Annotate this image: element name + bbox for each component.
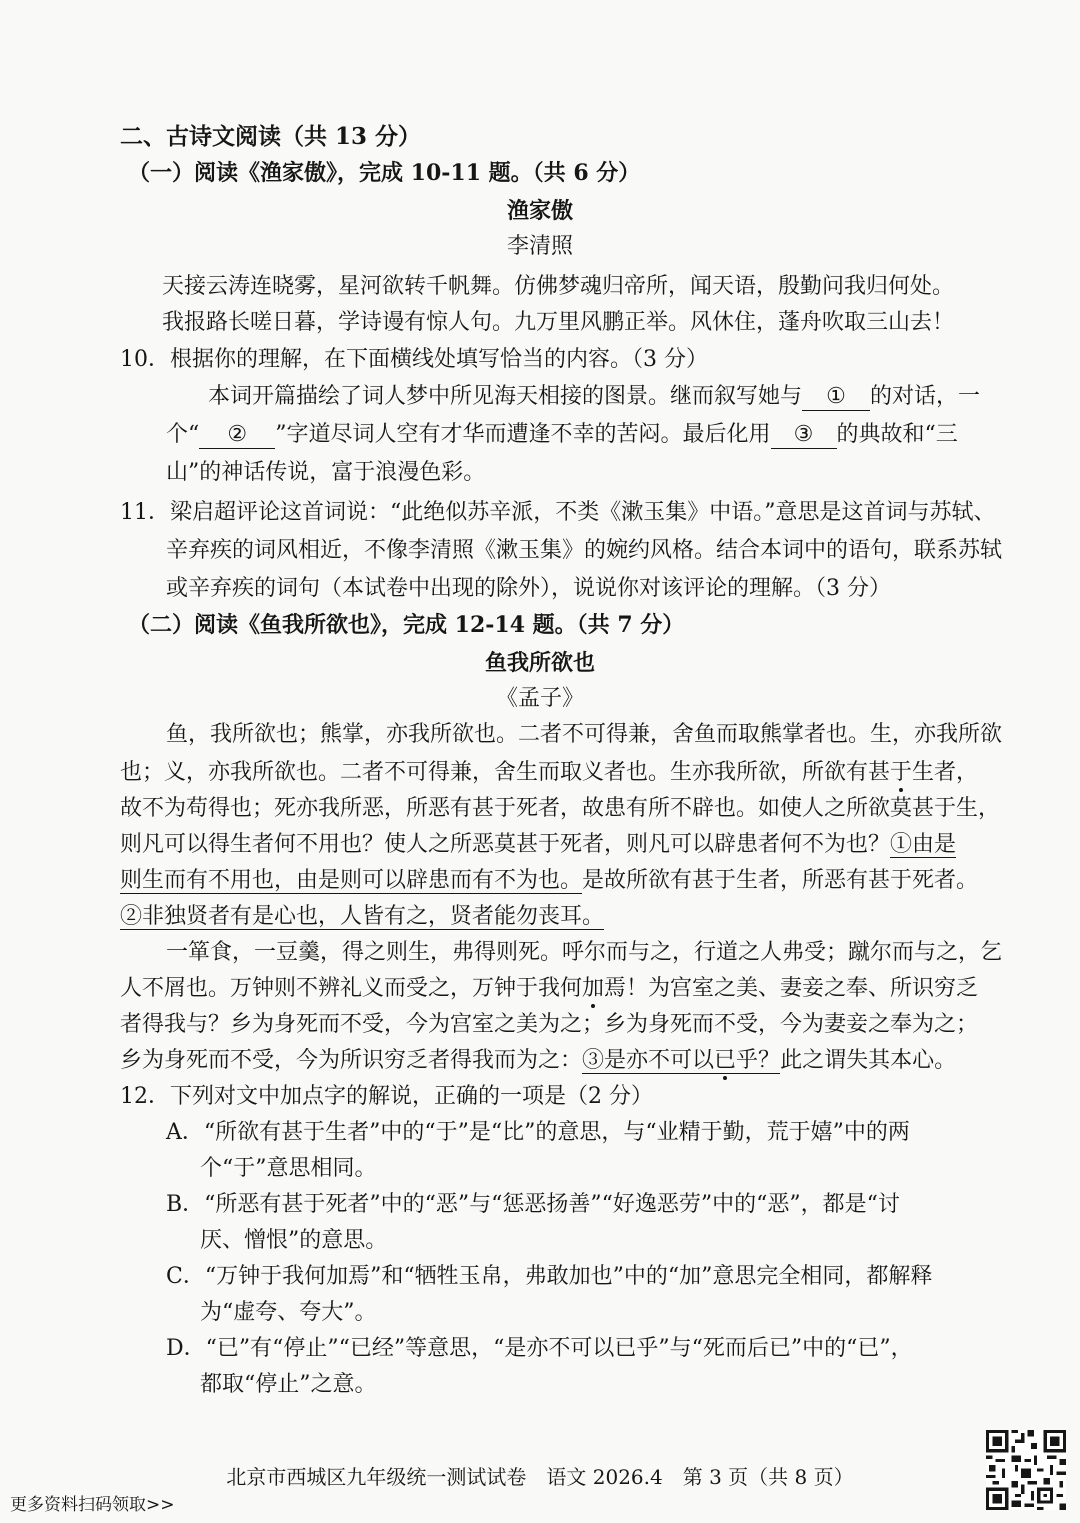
question-12-stem: 12．下列对文中加点字的解说，正确的一项是（2 分） xyxy=(120,1084,653,1109)
part1-heading: （一）阅读《渔家傲》，完成 10-11 题。（共 6 分） xyxy=(128,160,641,186)
passage-line xyxy=(120,1044,956,1078)
option-d: D．“已”有“停止”“已经”等意思，“是亦不可以已乎”与“死而后已”中的“已”， xyxy=(166,1336,913,1361)
poem-title: 渔家傲 xyxy=(506,198,573,224)
question-11-line: 或辛弃疾的词句（本试卷中出现的除外），说说你对该评论的理解。（3 分） xyxy=(166,576,891,601)
passage-title: 鱼我所欲也 xyxy=(484,650,595,676)
dotted-char-jia: 加 xyxy=(582,976,605,1001)
question-10-text: 的典故和“三 xyxy=(836,422,958,447)
passage-text: 是故所欲有甚于生者，所恶有甚于死者。 xyxy=(582,868,979,893)
question-10-text: 个“ xyxy=(166,422,200,447)
passage-line: 一箪食，一豆羹，得之则生，弗得则死。呼尔而与之，行道之人弗受；蹴尔而与之，乞 xyxy=(166,940,1003,965)
passage-text: 也；义，亦我所欲也。二者不可得兼，舍生而取义者也。生亦我所欲，所欲有甚 xyxy=(120,760,891,785)
option-d-cont: 都取“停止”之意。 xyxy=(200,1372,377,1397)
underlined-sentence-2: ②非独贤者有是心也，人皆有之，贤者能勿丧耳。 xyxy=(120,904,605,929)
promo-text[interactable]: 更多资料扫码领取>> xyxy=(10,1495,175,1515)
question-10-stem: 10．根据你的理解，在下面横线处填写恰当的内容。（3 分） xyxy=(120,347,708,372)
answer-blank-3[interactable]: ③ xyxy=(771,422,837,449)
passage-text: 此之谓失其本心。 xyxy=(780,1048,957,1073)
passage-text: 乡为身死而不受，今为所识穷乏者得我而为之： xyxy=(120,1048,583,1073)
poem-author: 李清照 xyxy=(506,234,573,259)
underlined-sentence-3 xyxy=(582,1048,780,1074)
question-10-text: 的对话，一 xyxy=(870,384,981,409)
option-b: B．“所恶有甚于死者”中的“恶”与“惩恶扬善”“好逸恶劳”中的“恶”，都是“讨 xyxy=(166,1192,900,1217)
option-b-cont: 厌、憎恨”的意思。 xyxy=(200,1228,388,1253)
question-11-line: 11．梁启超评论这首词说：“此绝似苏辛派，不类《漱玉集》中语。”意思是这首词与苏轼、 xyxy=(120,500,996,525)
question-10-line xyxy=(208,380,980,414)
dotted-char-yu: 于 xyxy=(890,760,913,785)
option-c: C．“万钟于我何加焉”和“牺牲玉帛，弗敢加也”中的“加”意思完全相同，都解释 xyxy=(166,1264,933,1289)
passage-text: 生者， xyxy=(912,760,979,785)
question-10-line: 山”的神话传说，富于浪漫色彩。 xyxy=(166,460,486,485)
option-a: A．“所欲有甚于生者”中的“于”是“比”的意思，与“业精于勤，荒于嬉”中的两 xyxy=(166,1120,910,1145)
passage-line: 鱼，我所欲也；熊掌，亦我所欲也。二者不可得兼，舍鱼而取熊掌者也。生，亦我所欲 xyxy=(166,722,1003,747)
poem-line: 我报路长嗟日暮，学诗谩有惊人句。九万里风鹏正举。风休住，蓬舟吹取三山去！ xyxy=(162,310,955,335)
part2-heading: （二）阅读《鱼我所欲也》，完成 12-14 题。（共 7 分） xyxy=(128,612,685,638)
option-a-cont: 个“于”意思相同。 xyxy=(200,1156,377,1181)
passage-text: 则凡可以得生者何不用也？使人之所恶莫甚于死者，则凡可以辟患者何不为也？ xyxy=(120,832,891,857)
poem-line: 天接云涛连晓雾，星河欲转千帆舞。仿佛梦魂归帝所，闻天语，殷勤问我归何处。 xyxy=(162,274,955,299)
question-10-text: 本词开篇描绘了词人梦中所见海天相接的图景。继而叙写她与 xyxy=(208,384,803,409)
passage-text: 焉！为宫室之美、妻妾之奉、所识穷乏 xyxy=(604,976,979,1001)
section-title: 二、古诗文阅读（共 13 分） xyxy=(120,123,422,150)
underlined-text: 乎？ xyxy=(736,1048,781,1073)
passage-text: 人不屑也。万钟则不辨礼义而受之，万钟于我何 xyxy=(120,976,583,1001)
question-10-text: ”字道尽词人空有才华而遭逢不幸的苦闷。最后化用 xyxy=(275,422,771,447)
question-10-line xyxy=(166,418,958,452)
passage-line xyxy=(120,756,978,790)
passage-line: 者得我与？乡为身死而不受，今为宫室之美为之；乡为身死而不受，今为妻妾之奉为之； xyxy=(120,1012,979,1037)
passage-line xyxy=(120,828,956,862)
page-footer: 北京市西城区九年级统一测试试卷 语文 2026.4 第 3 页（共 8 页） xyxy=(226,1465,854,1489)
answer-blank-2[interactable]: ② xyxy=(199,422,275,449)
passage-line xyxy=(120,972,978,1006)
answer-blank-1[interactable]: ① xyxy=(802,384,870,411)
underlined-text: ③是亦不可以 xyxy=(582,1048,715,1073)
passage-line: 故不为苟得也；死亦我所恶，所恶有甚于死者，故患有所不辟也。如使人之所欲莫甚于生， xyxy=(120,796,1001,821)
passage-line xyxy=(120,864,978,898)
passage-line xyxy=(120,900,604,934)
qr-code-icon[interactable] xyxy=(986,1430,1066,1510)
underlined-sentence-1: ①由是 xyxy=(890,832,957,857)
option-c-cont: 为“虚夸、夸大”。 xyxy=(200,1300,377,1325)
dotted-char-yi: 已 xyxy=(714,1048,737,1073)
underlined-sentence-1: 则生而有不用也，由是则可以辟患而有不为也。 xyxy=(120,868,583,893)
passage-source: 《孟子》 xyxy=(495,686,584,711)
question-11-line: 辛弃疾的词风相近，不像李清照《漱玉集》的婉约风格。结合本词中的语句，联系苏轼 xyxy=(166,538,1003,563)
